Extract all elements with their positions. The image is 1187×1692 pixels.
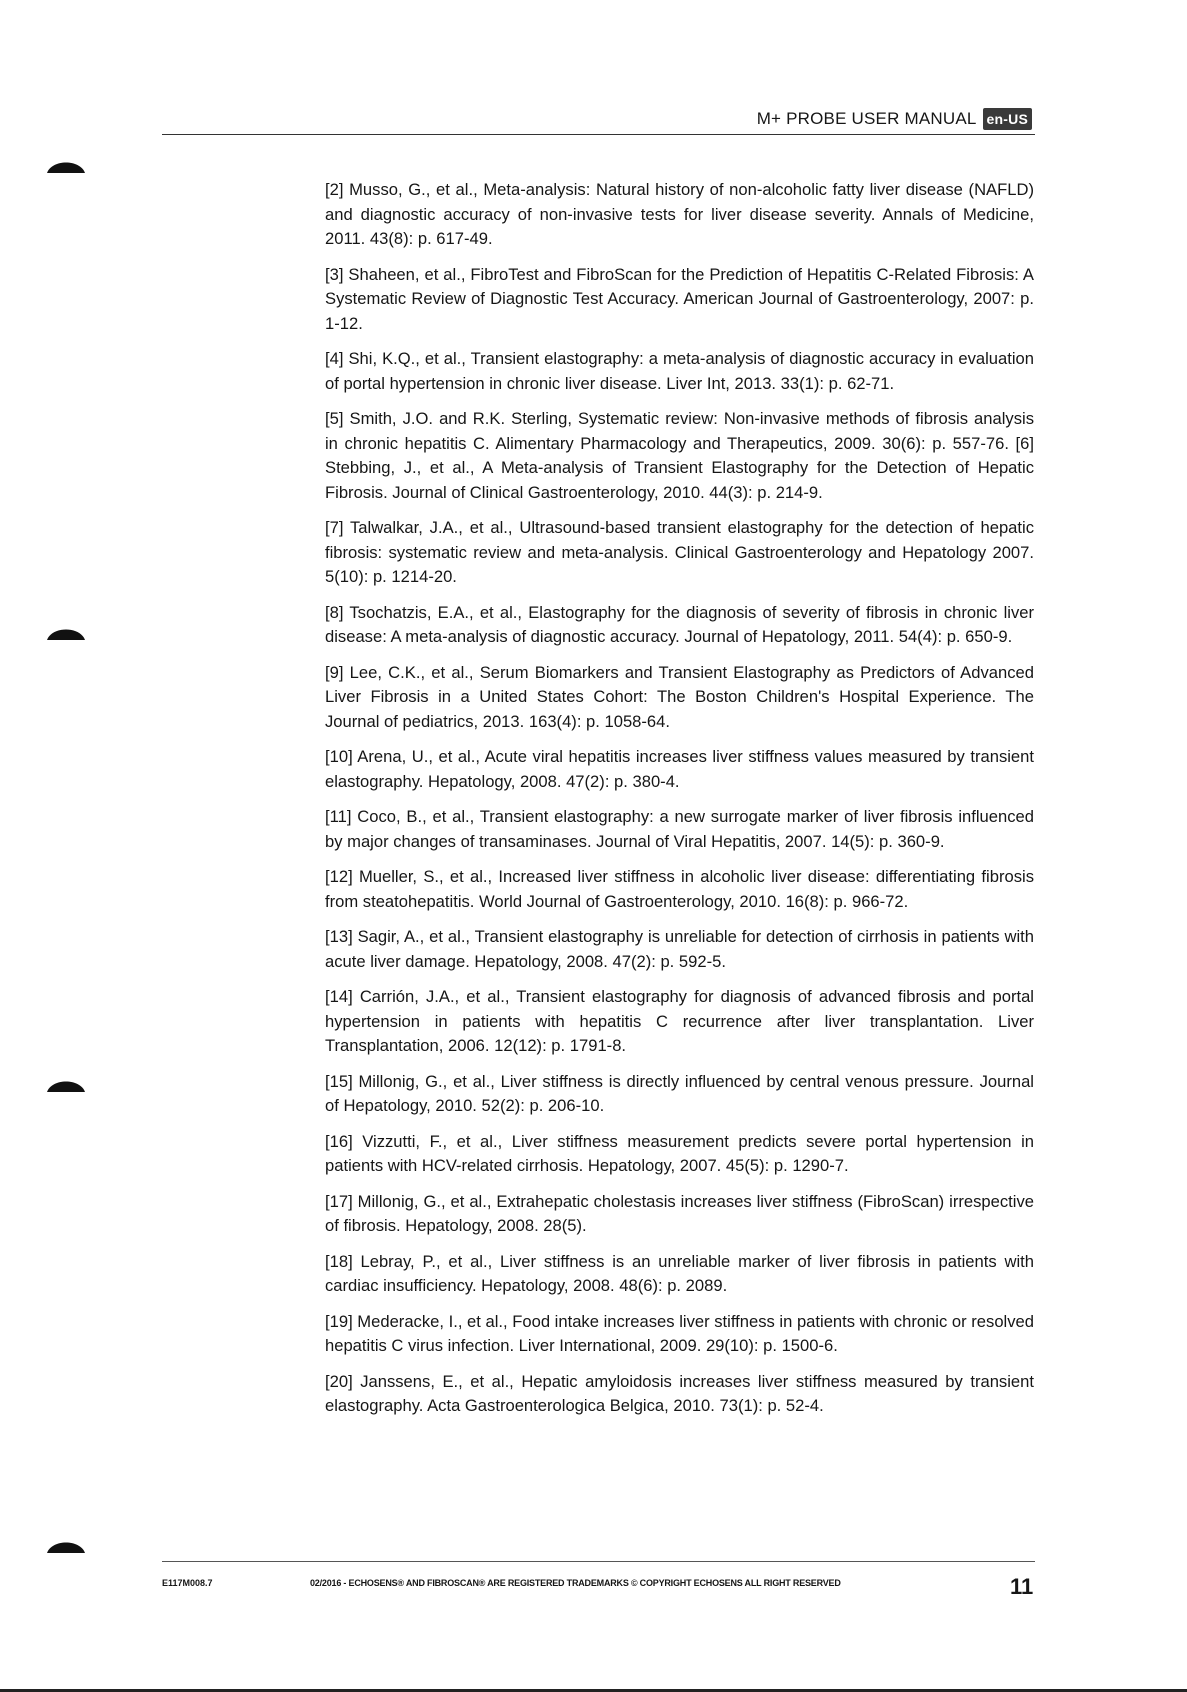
reference-item: [12] Mueller, S., et al., Increased liver stiffness in alcoholic liver disease: differentiating fibrosis from steatohepatitis. World Journal of Gastroenterology, 2010. 16(8): p. 966-72. [325,867,1034,911]
binder-hole-mark-2 [44,620,88,642]
reference-item: [17] Millonig, G., et al., Extrahepatic cholestasis increases liver stiffness (FibroScan) irrespective of fibrosis. Hepatology, 2008. 28(5). [325,1191,1034,1235]
reference-list [325,178,1034,1430]
reference-item: [16] Vizzutti, F., et al., Liver stiffness measurement predicts severe portal hypertension in patients with HCV-related cirrhosis. Hepatology, 2007. 45(5): p. 1290-7. [325,1131,1034,1175]
language-badge: en-US [983,108,1032,130]
copyright-notice: 02/2016 - ECHOSENS® AND FIBROSCAN® ARE REGISTERED TRADEMARKS © COPYRIGHT ECHOSENS ALL RIGHT RESERVED [310,1578,841,1588]
reference-item: [9] Lee, C.K., et al., Serum Biomarkers and Transient Elastography as Predictors of Advanced Liver Fibrosis in a United States Cohort: The Boston Children's Hospital Experience. The Journal of pediatrics, 2013. 163(4): p. 1058-64. [325,662,1034,731]
reference-item: [5] Smith, J.O. and R.K. Sterling, Systematic review: Non-invasive methods of fibrosis analysis in chronic hepatitis C. Alimentary Pharmacology and Therapeutics, 2009. 30(6): p. 557-76. [6] Stebbing, J., et al., A Meta-analysis of Transient Elastography for the Detection of Hepatic Fibrosis. Journal of Clinical Gastroenterology, 2010. 44(3): p. 214-9. [325,409,1034,502]
reference-item: [8] Tsochatzis, E.A., et al., Elastography for the diagnosis of severity of fibrosis in chronic liver disease: A meta-analysis of diagnostic accuracy. Journal of Hepatology, 2011. 54(4): p. 650-9. [325,602,1034,646]
reference-item: [10] Arena, U., et al., Acute viral hepatitis increases liver stiffness values measured by transient elastography. Hepatology, 2008. 47(2): p. 380-4. [325,747,1034,791]
reference-item: [7] Talwalkar, J.A., et al., Ultrasound-based transient elastography for the detection of hepatic fibrosis: systematic review and meta-analysis. Clinical Gastroenterology and Hepatology 2007. 5(10): p. 1214-20. [325,518,1034,586]
binder-hole-mark-1 [44,153,88,175]
page-header [757,108,1032,130]
reference-item: [2] Musso, G., et al., Meta-analysis: Natural history of non-alcoholic fatty liver disease (NAFLD) and diagnostic accuracy of non-invasive tests for liver disease severity. Annals of Medicine, 2011. 43(8): p. 617-49. [325,180,1034,248]
manual-title: M+ PROBE USER MANUAL [756,109,977,128]
reference-item: [20] Janssens, E., et al., Hepatic amyloidosis increases liver stiffness measured by transient elastography. Acta Gastroenterologica Belgica, 2010. 73(1): p. 52-4. [325,1371,1034,1415]
reference-item: [19] Mederacke, I., et al., Food intake increases liver stiffness in patients with chronic or resolved hepatitis C virus infection. Liver International, 2009. 29(10): p. 1500-6. [325,1311,1034,1355]
binder-hole-mark-4 [44,1533,88,1555]
document-code: E117M008.7 [162,1578,213,1588]
reference-item: [14] Carrión, J.A., et al., Transient elastography for diagnosis of advanced fibrosis and portal hypertension in patients with hepatitis C recurrence after liver transplantation. Liver Transplantation, 2006. 12(12): p. 1791-8. [325,987,1034,1055]
footer-divider [162,1561,1035,1562]
reference-item: [15] Millonig, G., et al., Liver stiffness is directly influenced by central venous pressure. Journal of Hepatology, 2010. 52(2): p. 206-10. [325,1071,1034,1115]
reference-item: [11] Coco, B., et al., Transient elastography: a new surrogate marker of liver fibrosis influenced by major changes of transaminases. Journal of Viral Hepatitis, 2007. 14(5): p. 360-9. [325,807,1034,851]
reference-item: [3] Shaheen, et al., FibroTest and FibroScan for the Prediction of Hepatitis C-Related Fibrosis: A Systematic Review of Diagnostic Test Accuracy. American Journal of Gastroenterology, 2007: p. 1-12. [325,264,1034,333]
reference-item: [4] Shi, K.Q., et al., Transient elastography: a meta-analysis of diagnostic accuracy in evaluation of portal hypertension in chronic liver disease. Liver Int, 2013. 33(1): p. 62-71. [325,349,1034,393]
page-number: 11 [1010,1574,1034,1599]
reference-item: [18] Lebray, P., et al., Liver stiffness is an unreliable marker of liver fibrosis in patients with cardiac insufficiency. Hepatology, 2008. 48(6): p. 2089. [325,1251,1034,1295]
reference-item: [13] Sagir, A., et al., Transient elastography is unreliable for detection of cirrhosis in patients with acute liver damage. Hepatology, 2008. 47(2): p. 592-5. [325,927,1034,971]
header-divider [162,134,1035,135]
binder-hole-mark-3 [44,1072,88,1094]
